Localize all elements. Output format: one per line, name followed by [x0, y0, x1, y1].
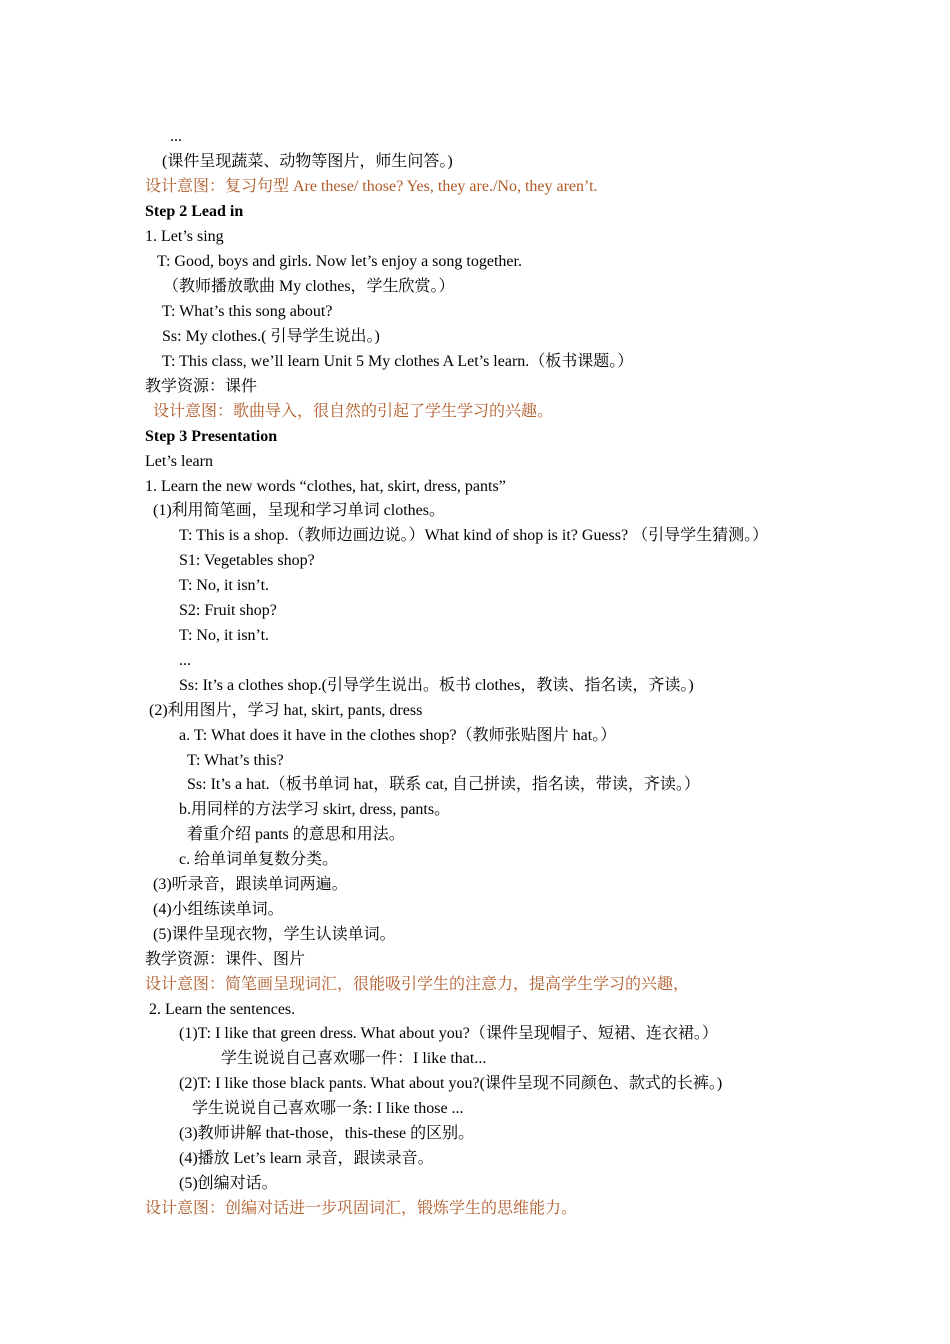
dialogue-line: T: No, it isn’t. [179, 577, 270, 594]
text-line: （教师播放歌曲 My clothes，学生欣赏。） [163, 278, 455, 295]
dialogue-line: a. T: What does it have in the clothes shop?（教师张贴图片 hat。） [179, 727, 617, 744]
numbered-item: 1. Learn the new words “clothes, hat, skirt, dress, pants” [145, 478, 506, 495]
teaching-resources: 教学资源：课件、图片 [145, 951, 306, 968]
text-line: (课件呈现蔬菜、动物等图片，师生问答。) [162, 153, 453, 170]
sub-item: (5)课件呈现衣物，学生认读单词。 [153, 926, 396, 943]
sub-item: (1)T: I like that green dress. What about you?（课件呈现帽子、短裙、连衣裙。） [179, 1025, 718, 1042]
text-line: c. 给单词单复数分类。 [179, 851, 339, 868]
sub-item: (3)听录音，跟读单词两遍。 [153, 876, 348, 893]
subheading: Let’s learn [145, 453, 213, 470]
dialogue-line: Ss: It’s a hat.（板书单词 hat，联系 cat, 自己拼读，指名读，带读，齐读。） [187, 776, 700, 793]
numbered-item: 1. Let’s sing [145, 228, 224, 245]
sub-item: (4)小组练读单词。 [153, 901, 284, 918]
dialogue-line: S1: Vegetables shop? [179, 552, 315, 569]
dialogue-line: T: This is a shop.（教师边画边说。）What kind of shop is it? Guess? （引导学生猜测。） [179, 527, 769, 544]
design-intent-note: 设计意图：复习句型 Are these/ those? Yes, they are./No, they aren’t. [145, 178, 598, 195]
sub-item: (1)利用简笔画，呈现和学习单词 clothes。 [153, 502, 445, 519]
ellipsis-line: ... [170, 128, 182, 145]
design-intent-note: 设计意图：简笔画呈现词汇，很能吸引学生的注意力，提高学生学习的兴趣， [145, 976, 690, 993]
sub-item: (4)播放 Let’s learn 录音，跟读录音。 [179, 1150, 434, 1167]
section-heading: Step 2 Lead in [145, 203, 244, 220]
sub-item: (3)教师讲解 that-those，this-these 的区别。 [179, 1125, 475, 1142]
dialogue-line: T: What’s this? [187, 752, 284, 769]
dialogue-line: T: No, it isn’t. [179, 627, 270, 644]
design-intent-note: 设计意图：歌曲导入，很自然的引起了学生学习的兴趣。 [153, 403, 554, 420]
dialogue-line: T: Good, boys and girls. Now let’s enjoy a song together. [157, 253, 522, 270]
design-intent-note: 设计意图：创编对话进一步巩固词汇，锻炼学生的思维能力。 [145, 1200, 578, 1217]
text-line: b.用同样的方法学习 skirt, dress, pants。 [179, 801, 451, 818]
text-line: 着重介绍 pants 的意思和用法。 [187, 826, 405, 843]
sub-item: (2)利用图片，学习 hat, skirt, pants, dress [149, 702, 423, 719]
dialogue-line: T: This class, we’ll learn Unit 5 My clothes A Let’s learn.（板书课题。） [162, 353, 634, 370]
sub-item: (2)T: I like those black pants. What about you?(课件呈现不同颜色、款式的长裤。) [179, 1075, 723, 1092]
text-line: 学生说说自己喜欢哪一条: I like those ... [192, 1100, 464, 1117]
dialogue-line: Ss: It’s a clothes shop.(引导学生说出。板书 clothes，教读、指名读，齐读。) [179, 677, 694, 694]
ellipsis-line: ... [179, 652, 191, 669]
section-heading: Step 3 Presentation [145, 428, 278, 445]
teaching-resources: 教学资源：课件 [145, 378, 258, 395]
numbered-item: 2. Learn the sentences. [149, 1001, 296, 1018]
dialogue-line: T: What’s this song about? [162, 303, 333, 320]
text-line: 学生说说自己喜欢哪一件：I like that... [221, 1050, 487, 1067]
dialogue-line: Ss: My clothes.( 引导学生说出。) [162, 328, 380, 345]
dialogue-line: S2: Fruit shop? [179, 602, 277, 619]
sub-item: (5)创编对话。 [179, 1175, 278, 1192]
